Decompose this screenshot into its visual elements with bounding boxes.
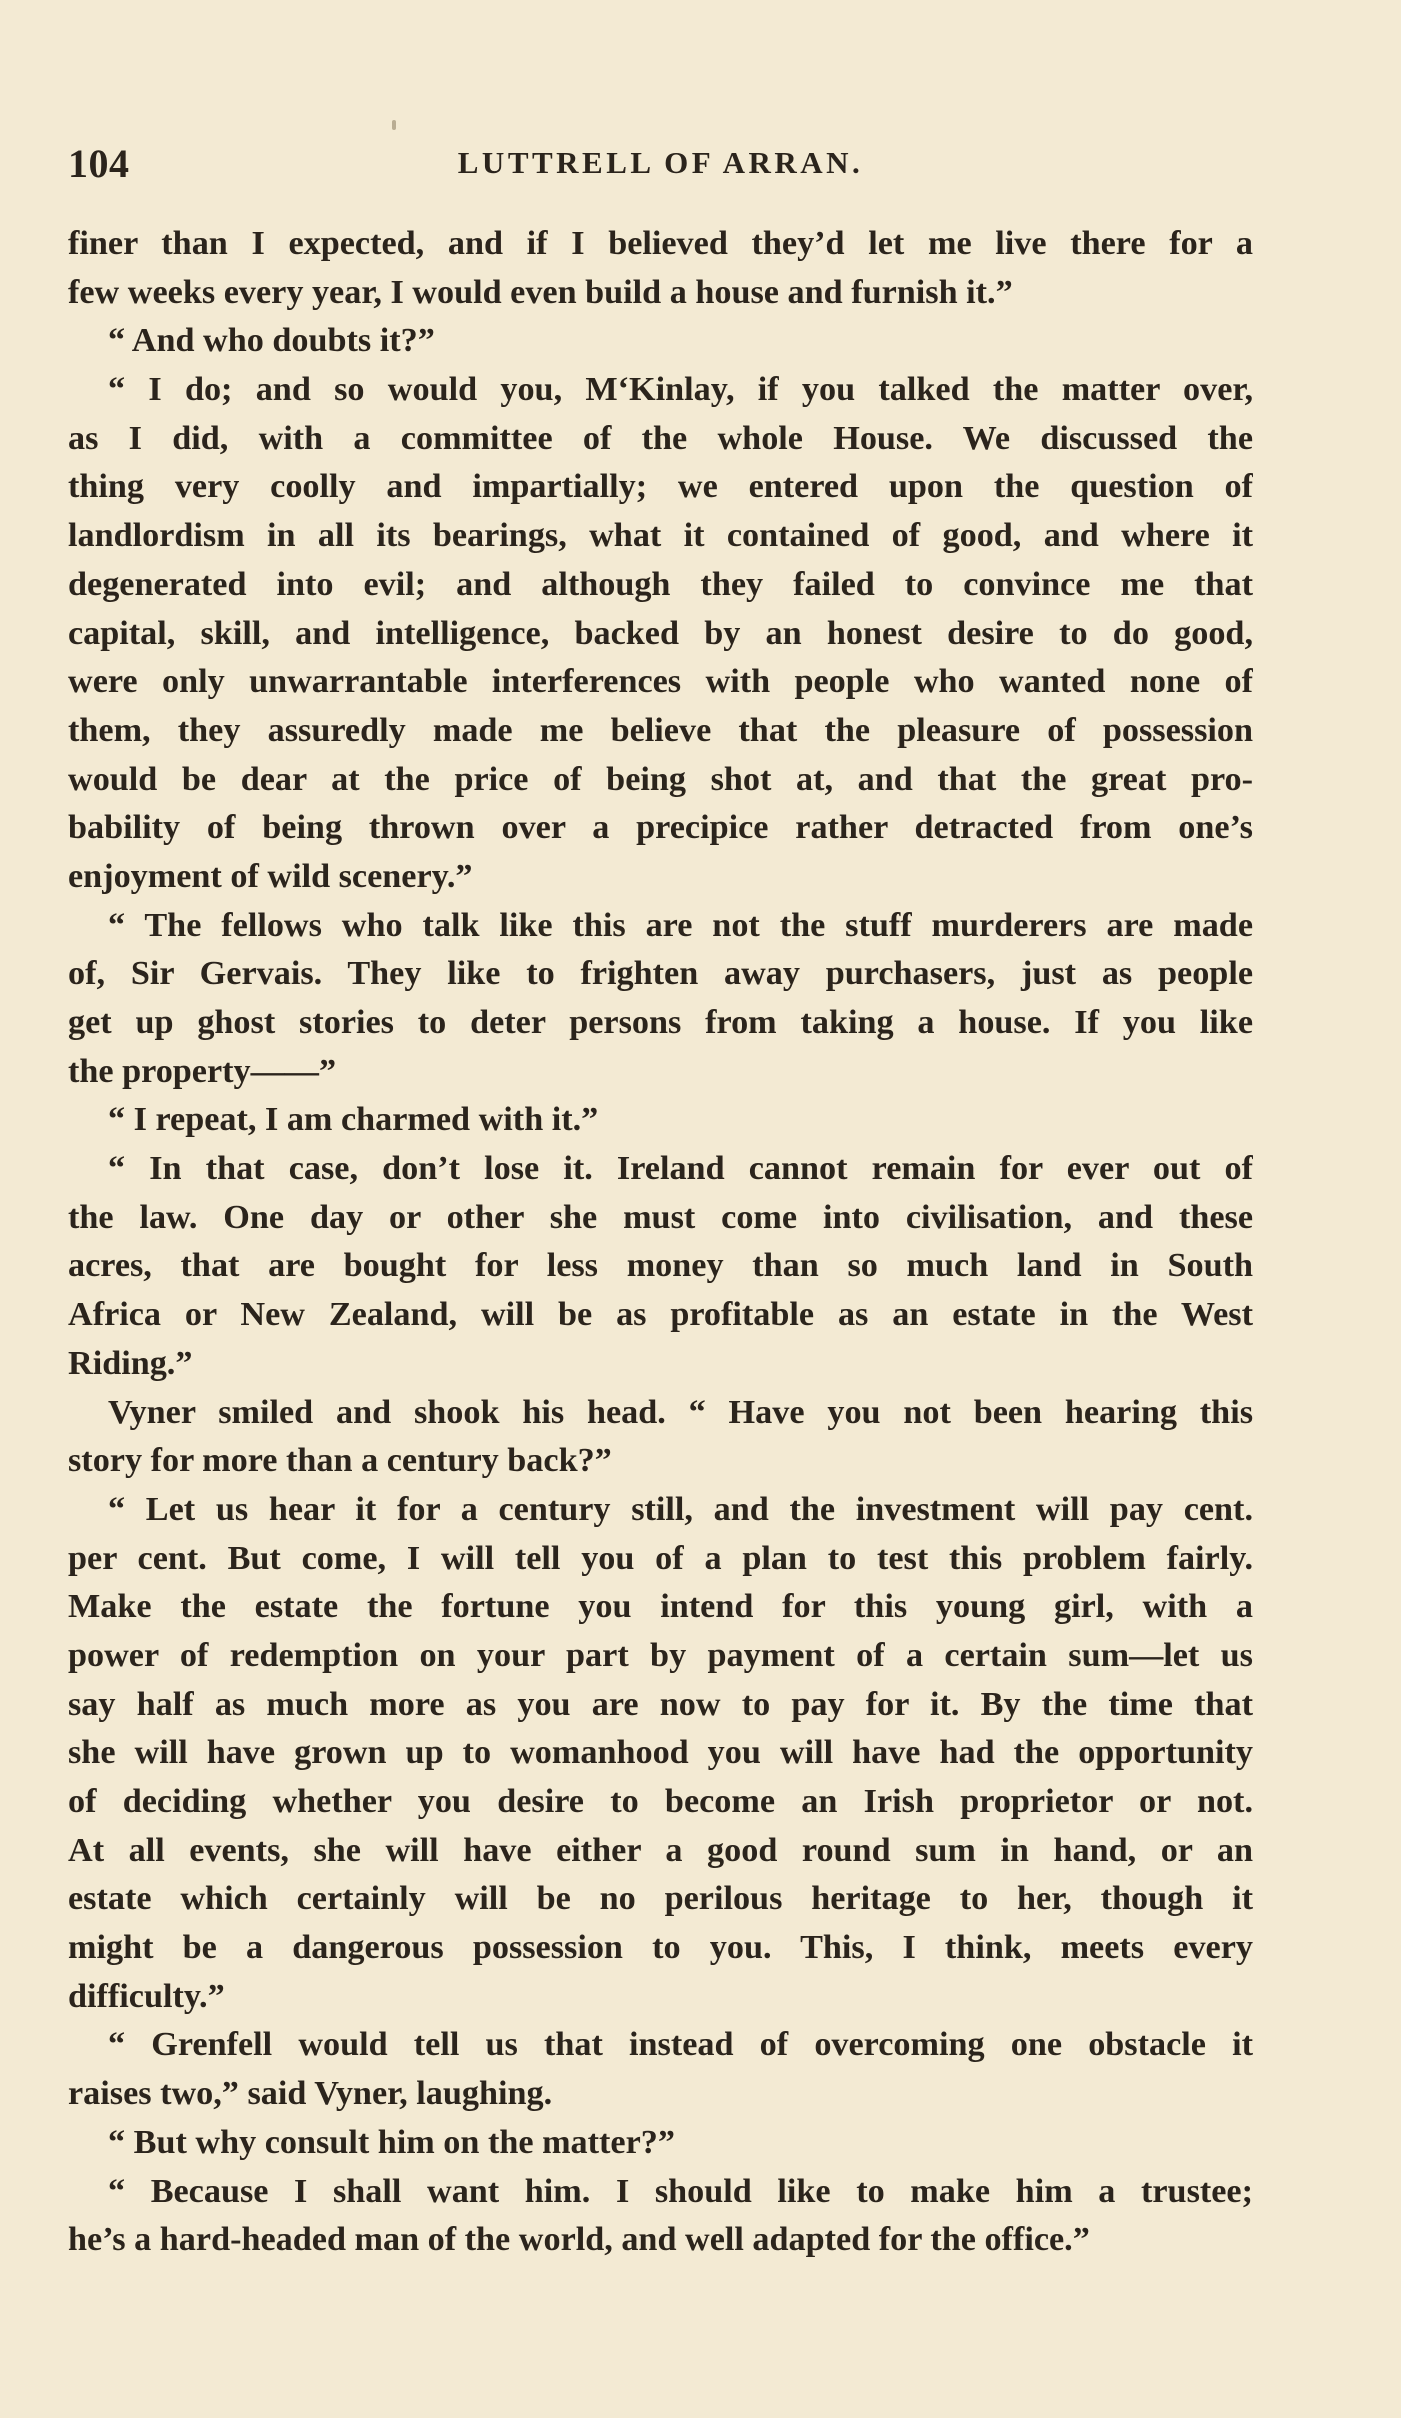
text-line: “ But why consult him on the matter?”	[108, 2123, 675, 2161]
text-line: story for more than a century back?”	[68, 1442, 612, 1480]
text-line: the law. One day or other she must come into civilisation, and these	[68, 1198, 1253, 1236]
text-line: “ Because I shall want him. I should like to make him a trustee;	[108, 2172, 1253, 2210]
text-line: he’s a hard-headed man of the world, and well adapted for the office.”	[68, 2221, 1090, 2259]
text-line: “ Grenfell would tell us that instead of overcoming one obstacle it	[108, 2026, 1253, 2064]
page-number: 104	[68, 141, 130, 186]
text-line: them, they assuredly made me believe that the pleasure of possession	[68, 711, 1253, 749]
text-line: Make the estate the fortune you intend for this young girl, with a	[68, 1588, 1253, 1626]
text-line: were only unwarrantable interferences with people who wanted none of	[68, 663, 1253, 701]
text-line: power of redemption on your part by payment of a certain sum—let us	[68, 1636, 1253, 1674]
text-line: say half as much more as you are now to pay for it. By the time that	[68, 1685, 1253, 1723]
text-line: thing very coolly and impartially; we entered upon the question of	[68, 468, 1253, 506]
text-line: Africa or New Zealand, will be as profitable as an estate in the West	[68, 1296, 1253, 1334]
text-line: few weeks every year, I would even build a house and furnish it.”	[68, 273, 1013, 311]
text-line: “ I repeat, I am charmed with it.”	[108, 1101, 599, 1139]
text-line: she will have grown up to womanhood you will have had the opportunity	[68, 1734, 1253, 1772]
text-line: raises two,” said Vyner, laughing.	[68, 2075, 553, 2113]
page-header	[68, 140, 1253, 200]
text-line: might be a dangerous possession to you. This, I think, meets every	[68, 1929, 1253, 1967]
body-text	[68, 220, 1253, 2265]
text-line: Riding.”	[68, 1344, 193, 1382]
text-line: capital, skill, and intelligence, backed by an honest desire to do good,	[68, 614, 1253, 652]
text-line: bability of being thrown over a precipice rather detracted from one’s	[68, 809, 1253, 847]
text-line: “ The fellows who talk like this are not the stuff murderers are made	[108, 906, 1253, 944]
text-line: enjoyment of wild scenery.”	[68, 857, 473, 895]
text-line: of deciding whether you desire to become an Irish proprietor or not.	[68, 1783, 1253, 1820]
text-line: degenerated into evil; and although they failed to convince me that	[68, 565, 1253, 603]
text-line: landlordism in all its bearings, what it contained of good, and where it	[68, 517, 1253, 555]
text-line: get up ghost stories to deter persons from taking a house. If you like	[68, 1004, 1253, 1041]
text-line: would be dear at the price of being shot at, and that the great pro-	[68, 760, 1253, 798]
text-line: “ And who doubts it?”	[108, 322, 435, 360]
text-line: “ In that case, don’t lose it. Ireland cannot remain for ever out of	[108, 1150, 1253, 1188]
text-line: as I did, with a committee of the whole House. We discussed the	[68, 419, 1253, 457]
text-line: estate which certainly will be no perilous heritage to her, though it	[68, 1880, 1253, 1918]
text-line: per cent. But come, I will tell you of a plan to test this problem fairly.	[68, 1539, 1253, 1577]
text-line: “ I do; and so would you, M‘Kinlay, if you talked the matter over,	[108, 371, 1253, 409]
text-line: Vyner smiled and shook his head. “ Have you not been hearing this	[108, 1393, 1253, 1431]
text-line: the property——”	[68, 1052, 337, 1090]
text-line: finer than I expected, and if I believed they’d let me live there for a	[68, 225, 1253, 262]
text-line: At all events, she will have either a good round sum in hand, or an	[68, 1831, 1253, 1869]
running-title: LUTTRELL OF ARRAN.	[457, 145, 864, 180]
text-line: “ Let us hear it for a century still, and the investment will pay cent.	[108, 1490, 1253, 1528]
text-line: of, Sir Gervais. They like to frighten away purchasers, just as people	[68, 955, 1253, 993]
ink-speck	[392, 120, 396, 130]
text-line: difficulty.”	[68, 1977, 225, 2015]
text-line: acres, that are bought for less money than so much land in South	[68, 1247, 1253, 1285]
